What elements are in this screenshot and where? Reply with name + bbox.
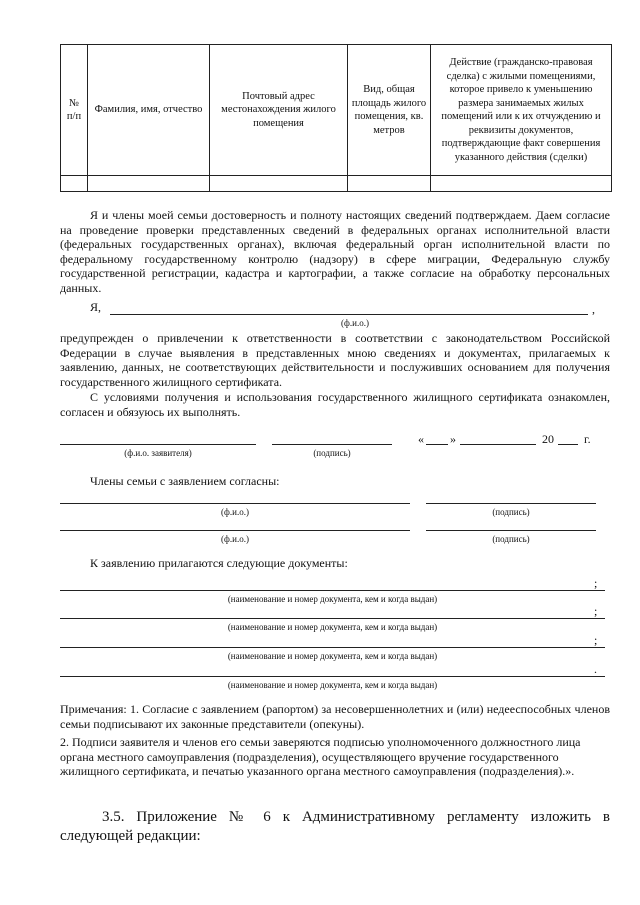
- table-cell[interactable]: [61, 176, 88, 192]
- quote-open: «: [418, 432, 424, 446]
- year-prefix: 20: [542, 432, 554, 446]
- applicant-sign-caption: (подпись): [313, 448, 351, 458]
- document-caption: (наименование и номер документа, кем и когда выдан): [227, 651, 438, 661]
- table-cell[interactable]: [348, 176, 431, 192]
- applicant-fio-signature-line[interactable]: [60, 444, 256, 445]
- applicant-fio-caption: (ф.и.о. заявителя): [124, 448, 192, 458]
- footer-paragraph: 3.5. Приложение № 6 к Административному регламенту изложить в следующей редакции:: [60, 809, 610, 844]
- note-1: Примечания: 1. Согласие с заявлением (рапортом) за несовершеннолетних и (или) недееспособных членов семьи подписывают их законные представители (опекуны).: [60, 702, 610, 731]
- housing-table: [60, 44, 612, 192]
- member-fio-line[interactable]: [60, 530, 410, 531]
- document-separator: ;: [594, 576, 598, 590]
- year-line[interactable]: [558, 444, 578, 445]
- ya-label: Я,: [90, 300, 102, 314]
- member-sign-caption: (подпись): [492, 507, 530, 517]
- document-line[interactable]: [60, 647, 605, 648]
- table-cell[interactable]: [88, 176, 210, 192]
- col-header-area: Вид, общая площадь жилого помещения, кв. метров: [348, 45, 431, 176]
- conditions-paragraph: С условиями получения и использования государственного жилищного сертификата ознакомлен, согласен и обязуюсь их выполнять.: [60, 390, 610, 419]
- document-line[interactable]: [60, 618, 605, 619]
- applicant-sign-line[interactable]: [272, 444, 392, 445]
- col-header-number: № п/п: [61, 45, 88, 176]
- note-2: 2. Подписи заявителя и членов его семьи заверяются подписью уполномоченного должностного лица органа местного самоуправления (подразделения), осуществляющего вручение государственного жилищного сертификата, и печатью указанного органа местного самоуправления (подразделения).».: [60, 735, 581, 778]
- documents-heading: К заявлению прилагаются следующие документы:: [90, 556, 348, 570]
- member-fio-caption: (ф.и.о.): [221, 507, 249, 517]
- applicant-fio-line[interactable]: [110, 314, 588, 315]
- month-line[interactable]: [460, 444, 536, 445]
- col-header-name: Фамилия, имя, отчество: [88, 45, 210, 176]
- table-cell[interactable]: [431, 176, 612, 192]
- document-separator: ;: [594, 633, 598, 647]
- member-sign-line[interactable]: [426, 503, 596, 504]
- quote-close: »: [450, 432, 456, 446]
- warning-paragraph: предупрежден о привлечении к ответственности в соответствии с законодательством Российской Федерации в случае выявления в представленных мною сведениях и документах, прилагаемых к заявлению, данных, не соответствующих действительности и послуживших основанием для получения государственного жилищного сертификата.: [60, 331, 610, 389]
- document-caption: (наименование и номер документа, кем и когда выдан): [227, 622, 438, 632]
- year-suffix: г.: [584, 432, 591, 446]
- members-heading: Члены семьи с заявлением согласны:: [90, 474, 280, 488]
- table-cell[interactable]: [210, 176, 348, 192]
- member-fio-caption: (ф.и.о.): [221, 534, 249, 544]
- col-header-address: Почтовый адрес местонахождения жилого помещения: [210, 45, 348, 176]
- ya-comma: ,: [592, 302, 595, 316]
- document-line[interactable]: [60, 676, 605, 677]
- day-line[interactable]: [426, 444, 448, 445]
- member-sign-caption: (подпись): [492, 534, 530, 544]
- document-caption: (наименование и номер документа, кем и когда выдан): [227, 594, 438, 604]
- member-fio-line[interactable]: [60, 503, 410, 504]
- consent-paragraph: Я и члены моей семьи достоверность и полноту настоящих сведений подтверждаем. Даем согласие на проведение проверки представленных сведений в федеральных органах исполнительной власти (федеральных государственных органах), включая федеральный орган исполнительной власти по федеральному государственному контролю (надзору) в сфере миграции, Федеральную службу государственной регистрации, кадастра и картографии, а также согласие на обработку персональных данных.: [60, 208, 610, 295]
- fio-caption: (ф.и.о.): [341, 318, 369, 328]
- document-line[interactable]: [60, 590, 605, 591]
- col-header-action: Действие (гражданско-правовая сделка) с жилыми помещениями, которое привело к уменьшению размера занимаемых жилых помещений или к их отчуждению и реквизиты документов, подтверждающие факт совершения указанного действия (сделки): [431, 45, 612, 176]
- document-separator: .: [594, 662, 597, 676]
- document-separator: ;: [594, 604, 598, 618]
- document-caption: (наименование и номер документа, кем и когда выдан): [227, 680, 438, 690]
- member-sign-line[interactable]: [426, 530, 596, 531]
